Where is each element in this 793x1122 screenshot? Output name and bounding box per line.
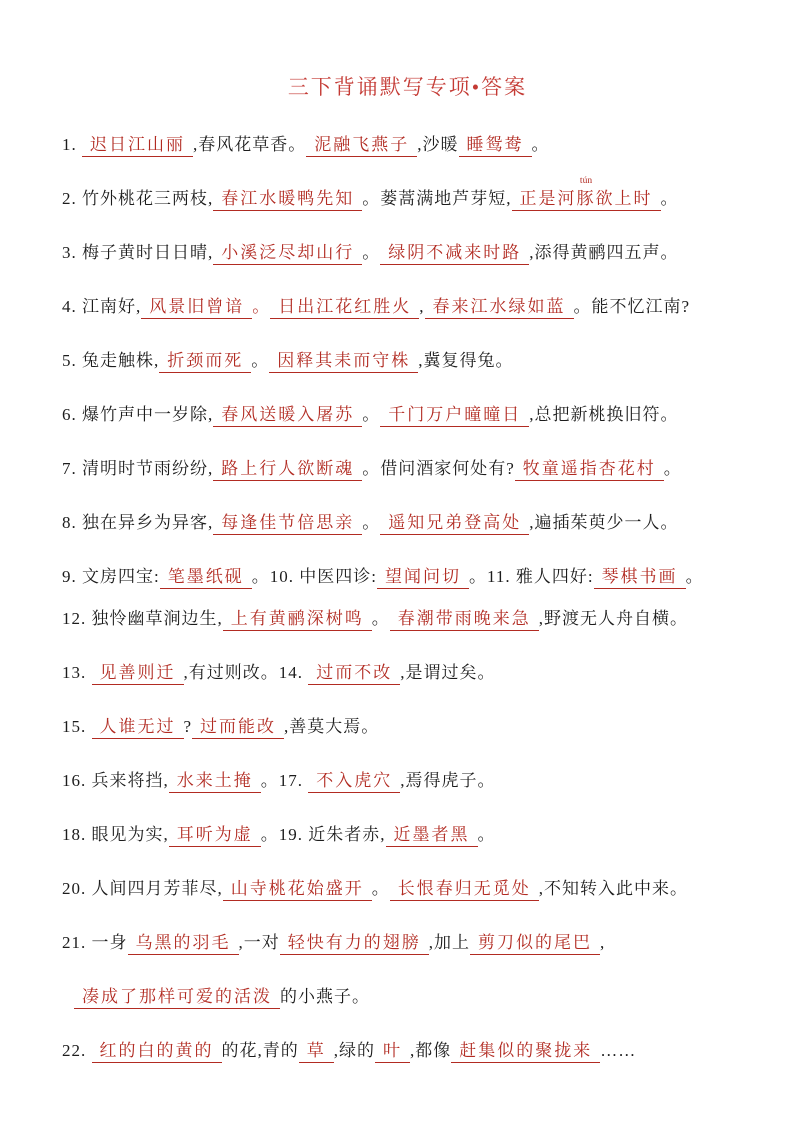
question-text: 。 (477, 825, 496, 844)
question-text: ,春风花草香。 (193, 135, 307, 154)
question-text: 3. 梅子黄时日日晴, (62, 243, 214, 262)
question-text: ,都像 (410, 1041, 452, 1060)
pinyin-annotated-char: 豚 tún (576, 176, 596, 208)
question-text: 的花,青的 (221, 1041, 299, 1060)
answer-blank: 水来土掩 (169, 771, 261, 793)
answer-blank: 因释其耒而守株 (269, 351, 418, 373)
answer-blank: 长恨春归无觅处 (390, 879, 539, 901)
question-text: 1. (62, 135, 82, 154)
answer-blank: 春潮带雨晚来急 (390, 609, 539, 631)
question-text: ,焉得虎子。 (400, 771, 496, 790)
question-text: 5. 兔走触株, (62, 351, 160, 370)
answer-blank: 风景旧曾谙 (141, 297, 252, 319)
answer-blank: 牧童遥指杏花村 (515, 459, 664, 481)
question-text: 6. 爆竹声中一岁除, (62, 405, 214, 424)
answer-blank: 不入虎穴 (308, 771, 400, 793)
question-text: 12. 独怜幽草涧边生, (62, 609, 223, 628)
text-line-2 (62, 176, 753, 210)
question-text: 21. 一身 (62, 933, 128, 952)
text-line-1 (62, 134, 753, 156)
answer-blank: 春来江水绿如蓝 (425, 297, 574, 319)
question-text: 20. 人间四月芳菲尽, (62, 879, 223, 898)
question-text: 。 (371, 609, 390, 628)
answer-blank: 迟日江山丽 (82, 135, 193, 157)
question-text: 9. 文房四宝: (62, 567, 160, 586)
answer-blank: 赶集似的聚拢来 (451, 1041, 600, 1063)
question-text: ,绿的 (333, 1041, 375, 1060)
question-text: ,添得黄鹂四五声。 (529, 243, 679, 262)
answer-blank: 人谁无过 (92, 717, 184, 739)
question-text: ,野渡无人舟自横。 (538, 609, 688, 628)
question-text: 。10. 中医四诊: (251, 567, 377, 586)
answer-blank: 绿阴不减来时路 (380, 243, 529, 265)
question-text: 。19. 近朱者赤, (260, 825, 386, 844)
page-title: 三下背诵默写专项•答案 (287, 75, 528, 99)
question-text: ,不知转入此中来。 (538, 879, 688, 898)
text-line-18 (62, 1040, 753, 1062)
answer-blank: 凑成了那样可爱的活泼 (74, 987, 280, 1009)
text-line-5 (62, 350, 753, 372)
text-line-13 (62, 770, 753, 792)
answer-blank: 剪刀似的尾巴 (470, 933, 600, 955)
text-line-15 (62, 878, 753, 900)
question-text: ,沙暖 (417, 135, 459, 154)
text-line-7 (62, 458, 753, 480)
question-text: 4. 江南好, (62, 297, 142, 316)
question-text: 。蒌蒿满地芦芽短, (362, 189, 512, 208)
question-text: 。 (531, 135, 550, 154)
question-text: ,是谓过矣。 (400, 663, 496, 682)
answer-blank: 上有黄鹂深树鸣 (223, 609, 372, 631)
question-text: 的小燕子。 (280, 987, 370, 1006)
answer-blank: 山寺桃花始盛开 (223, 879, 372, 901)
answer-blank: 乌黑的羽毛 (128, 933, 239, 955)
red-text: 。 (252, 297, 271, 316)
question-text: 。借问酒家何处有? (362, 459, 515, 478)
question-text: 。 (251, 351, 270, 370)
answer-blank: 近墨者黑 (386, 825, 478, 847)
question-text: ,一对 (238, 933, 280, 952)
answer-blank: 折颈而死 (159, 351, 251, 373)
question-text: 。 (663, 459, 682, 478)
question-text: 。 (660, 189, 679, 208)
answer-blank: 见善则迁 (92, 663, 184, 685)
question-text: 22. (62, 1041, 92, 1060)
answer-blank: 耳听为虚 (169, 825, 261, 847)
question-text: 。17. (260, 771, 309, 790)
question-text: 15. (62, 717, 92, 736)
answer-blank: 日出江花红胜火 (270, 297, 419, 319)
answer-blank: 泥融飞燕子 (306, 135, 417, 157)
content-lines (62, 134, 753, 1062)
answer-blank: 睡鸳鸯 (459, 135, 532, 157)
question-text: ,总把新桃换旧符。 (529, 405, 679, 424)
text-line-12 (62, 716, 753, 738)
text-line-8 (62, 512, 753, 534)
answer-blank: 轻快有力的翅膀 (280, 933, 429, 955)
question-text: , (419, 297, 425, 316)
question-text: 。能不忆江南? (573, 297, 691, 316)
answer-blank: 春风送暖入屠苏 (213, 405, 362, 427)
question-text: , (600, 933, 606, 952)
question-text: 8. 独在异乡为异客, (62, 513, 214, 532)
text-line-11 (62, 662, 753, 684)
text-line-16 (62, 932, 753, 954)
question-text: 。 (362, 405, 381, 424)
question-text: 。 (371, 879, 390, 898)
text-line-6 (62, 404, 753, 426)
question-text: ,加上 (428, 933, 470, 952)
answer-blank: 红的白的黄的 (92, 1041, 222, 1063)
answer-blank: 笔墨纸砚 (160, 567, 252, 589)
answer-blank: 琴棋书画 (594, 567, 686, 589)
question-text: 13. (62, 663, 92, 682)
answer-blank: 过而能改 (192, 717, 284, 739)
text-line-3 (62, 242, 753, 264)
question-text: 。 (362, 243, 381, 262)
question-text: 。11. 雅人四好: (468, 567, 594, 586)
answer-blank: 望闻问切 (377, 567, 469, 589)
question-text: …… (600, 1041, 637, 1060)
text-line-9 (62, 566, 753, 588)
answer-blank: 千门万户曈曈日 (380, 405, 529, 427)
question-text: 。 (685, 567, 704, 586)
answer-blank: 每逢佳节倍思亲 (213, 513, 362, 535)
answer-blank: 遥知兄弟登高处 (380, 513, 529, 535)
answer-blank: 叶 (375, 1041, 410, 1063)
answer-blank: 小溪泛尽却山行 (213, 243, 362, 265)
question-text: ,善莫大焉。 (284, 717, 380, 736)
text-line-4 (62, 296, 753, 318)
pinyin-text: tún (579, 176, 593, 186)
text-line-17 (74, 986, 753, 1008)
question-text: 16. 兵来将挡, (62, 771, 169, 790)
question-text: ,冀复得兔。 (418, 351, 514, 370)
text-line-10 (62, 608, 753, 630)
question-text: ,遍插茱萸少一人。 (529, 513, 679, 532)
answer-blank: 春江水暖鸭先知 (213, 189, 362, 211)
answer-blank: 草 (299, 1041, 334, 1063)
question-text: 。 (362, 513, 381, 532)
question-text: 18. 眼见为实, (62, 825, 169, 844)
question-text: 2. 竹外桃花三两枝, (62, 189, 214, 208)
question-text: ,有过则改。14. (183, 663, 309, 682)
question-text: 7. 清明时节雨纷纷, (62, 459, 214, 478)
question-text: ? (183, 717, 193, 736)
answer-blank: 正是河豚 tún 欲上时 (512, 189, 661, 211)
answer-blank: 过而不改 (308, 663, 400, 685)
text-line-14 (62, 824, 753, 846)
answer-blank: 路上行人欲断魂 (213, 459, 362, 481)
